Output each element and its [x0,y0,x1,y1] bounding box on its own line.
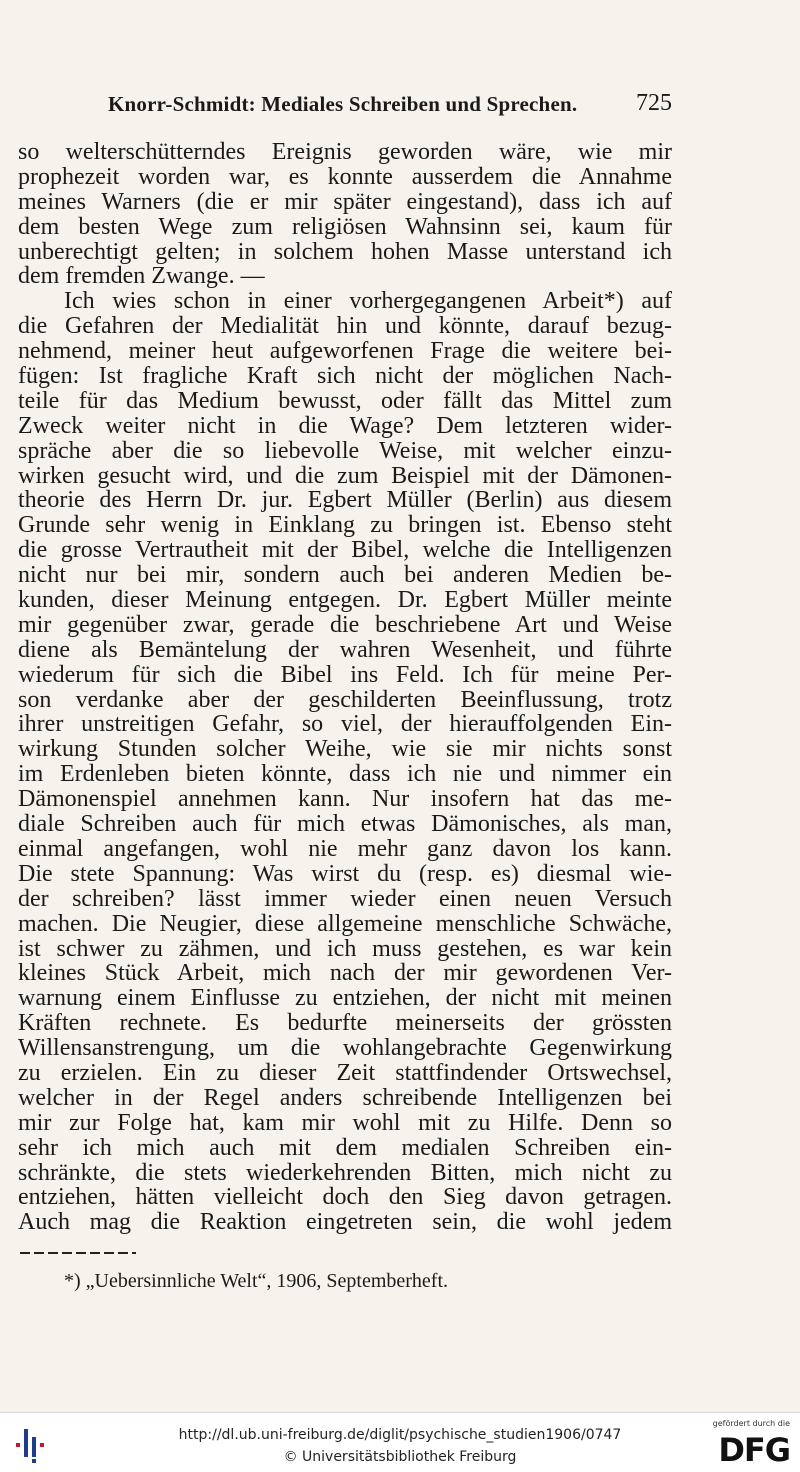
text-line: diale Schreiben auch für mich etwas Dämonisches, als man, [18,812,672,837]
text-line: Ich wies schon in einer vorhergegangenen Arbeit*) auf [64,289,672,315]
text-line: mir gegenüber zwar, gerade die beschriebene Art und Weise [18,612,672,638]
text-line: son verdanke aber der geschilderten Beeinflussung, trotz [18,687,672,713]
text-line: Grunde sehr wenig in Einklang zu bringen ist. Ebenso steht [18,513,672,539]
funder-note: gefördert durch die [712,1419,790,1428]
text-line: zu erzielen. Ein zu dieser Zeit stattfindender Ortswechsel, [18,1060,672,1086]
text-line: die grosse Vertrautheit mit der Bibel, welche die Intelligenzen [18,538,672,564]
text-line: meines Warners (die er mir später eingestand), dass ich auf [18,189,672,215]
text-line: wirkung Stunden solcher Weihe, wie sie mir nichts sonst [18,737,672,763]
copyright-notice: © Universitätsbibliothek Freiburg [283,1449,517,1465]
text-line: im Erdenleben bieten könnte, dass ich nie und nimmer ein [18,762,672,788]
text-line: wiederum für sich die Bibel ins Feld. Ich für meine Per- [18,662,672,688]
text-line: spräche aber die so liebevolle Weise, mit welcher einzu- [18,438,672,464]
text-line: warnung einem Einflusse zu entziehen, der nicht mit meinen [18,986,672,1012]
text-line: Kräften rechnete. Es bedurfte meinerseits der grössten [18,1011,672,1037]
text-line: diene als Bemäntelung der wahren Wesenheit, und führte [18,637,672,663]
text-line: prophezeit worden war, es konnte ausserdem die Annahme [18,164,672,190]
text-line: fügen: Ist fragliche Kraft sich nicht der möglichen Nach- [18,364,672,389]
running-title: Knorr-Schmidt: Mediales Schreiben und Sprechen. [108,92,578,116]
text-line: Zweck weiter nicht in die Wage? Dem letzteren wider- [18,413,672,439]
text-line: Dämonenspiel annehmen kann. Nur insofern hat das me- [18,787,672,813]
page-number: 725 [636,90,672,116]
text-line: einmal angefangen, wohl nie mehr ganz davon los kann. [18,836,672,862]
text-line: welcher in der Regel anders schreibende Intelligenzen bei [18,1085,672,1111]
text-line: sehr ich mich auch mit dem medialen Schreiben ein- [18,1135,672,1161]
text-line: so welterschütterndes Ereignis geworden wäre, wie mir [18,140,672,165]
text-line: schränkte, die stets wiederkehrenden Bitten, mich nicht zu [18,1160,672,1186]
permalink-url[interactable]: http://dl.ub.uni-freiburg.de/diglit/psychische_studien1906/0747 [178,1427,622,1443]
text-line: dem fremden Zwange. — [18,264,265,290]
text-line: entziehen, hätten vielleicht doch den Sieg davon getragen. [18,1185,672,1211]
footnote: *) „Uebersinnliche Welt“, 1906, Septemberheft. [64,1270,449,1292]
text-line: Willensanstrengung, um die wohlangebrachte Gegenwirkung [18,1036,672,1061]
viewer-footer [0,1412,800,1472]
text-line: kunden, dieser Meinung entgegen. Dr. Egbert Müller meinte [18,588,672,613]
text-line: theorie des Herrn Dr. jur. Egbert Müller (Berlin) aus diesem [18,488,672,514]
text-line: kleines Stück Arbeit, mich nach der mir gewordenen Ver- [18,961,672,987]
text-line: wirken gesucht wird, und die zum Beispiel mit der Dämonen- [18,463,672,489]
text-line: teile für das Medium bewusst, oder fällt das Mittel zum [18,388,672,414]
text-line: nehmend, meiner heut aufgeworfenen Frage die weitere bei- [18,339,672,365]
text-line: ist schwer zu zähmen, und ich muss gestehen, es war kein [18,936,672,962]
text-line: machen. Die Neugier, diese allgemeine menschliche Schwäche, [18,911,672,937]
text-line: dem besten Wege zum religiösen Wahnsinn sei, kaum für [18,214,672,240]
text-line: die Gefahren der Medialität hin und könnte, darauf bezug- [18,314,672,340]
dfg-logo: DFG [718,1431,790,1469]
text-line: Die stete Spannung: Was wirst du (resp. es) diesmal wie- [18,861,672,887]
text-line: Auch mag die Reaktion eingetreten sein, die wohl jedem [18,1210,672,1236]
text-line: mir zur Folge hat, kam mir wohl mit zu Hilfe. Denn so [18,1110,672,1136]
text-line: nicht nur bei mir, sondern auch bei anderen Medien be- [18,563,672,589]
body-text [18,140,672,1235]
text-line: unberechtigt gelten; in solchem hohen Masse unterstand ich [18,239,672,265]
text-line: ihrer unstreitigen Gefahr, so viel, der hierauffolgenden Ein- [18,712,672,738]
footnote-divider [20,1252,136,1254]
text-line: der schreiben? lässt immer wieder einen neuen Versuch [18,886,672,912]
